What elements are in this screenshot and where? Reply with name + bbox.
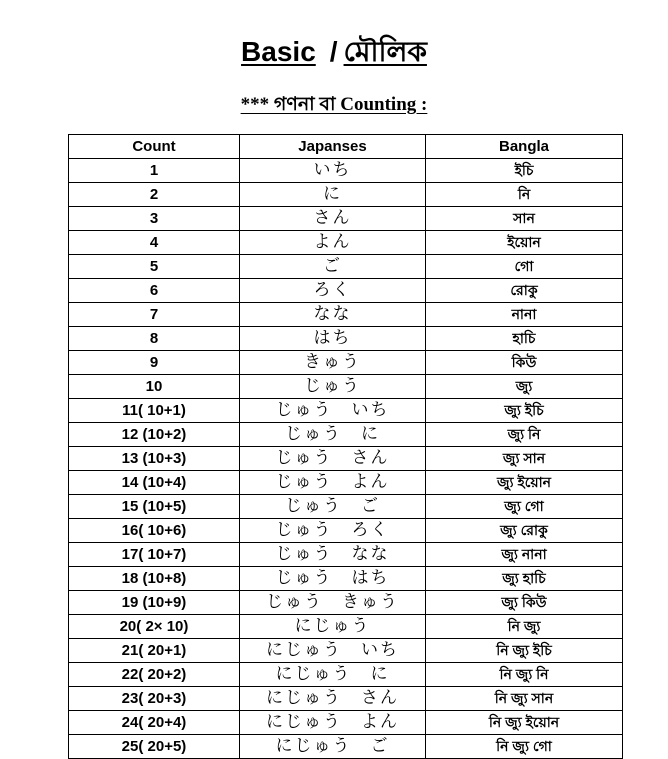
japanese-cell: よん: [240, 231, 426, 255]
table-row: [69, 351, 623, 375]
count-cell: 24( 20+4): [69, 711, 240, 735]
table-row: [69, 207, 623, 231]
bangla-cell: জ্যু: [426, 375, 623, 399]
bangla-cell: জ্যু ইচি: [426, 399, 623, 423]
count-cell: 22( 20+2): [69, 663, 240, 687]
japanese-cell: じゅう はち: [240, 567, 426, 591]
table-row: [69, 255, 623, 279]
bangla-cell: নি: [426, 183, 623, 207]
japanese-cell: じゅう よん: [240, 471, 426, 495]
japanese-cell: にじゅう: [240, 615, 426, 639]
count-cell: 4: [69, 231, 240, 255]
table-row: [69, 495, 623, 519]
title-separator: /: [329, 36, 338, 67]
count-cell: 14 (10+4): [69, 471, 240, 495]
bangla-cell: নি জ্যু গো: [426, 735, 623, 759]
count-cell: 5: [69, 255, 240, 279]
table-row: [69, 687, 623, 711]
table-row: [69, 375, 623, 399]
table-row: [69, 399, 623, 423]
section-heading: [0, 90, 668, 122]
table-row: [69, 615, 623, 639]
japanese-cell: じゅう: [240, 375, 426, 399]
japanese-cell: じゅう いち: [240, 399, 426, 423]
japanese-cell: にじゅう いち: [240, 639, 426, 663]
table-row: [69, 639, 623, 663]
bangla-cell: নি জ্যু ইচি: [426, 639, 623, 663]
count-cell: 6: [69, 279, 240, 303]
japanese-cell: にじゅう よん: [240, 711, 426, 735]
table-row: [69, 303, 623, 327]
bangla-cell: জ্যু কিউ: [426, 591, 623, 615]
japanese-cell: じゅう に: [240, 423, 426, 447]
japanese-cell: はち: [240, 327, 426, 351]
table-body: [69, 159, 623, 759]
bangla-cell: হাচি: [426, 327, 623, 351]
bangla-cell: নানা: [426, 303, 623, 327]
table-row: [69, 711, 623, 735]
section-heading-text: *** গণনা বা Counting :: [240, 94, 428, 115]
table-row: [69, 231, 623, 255]
table-row: [69, 471, 623, 495]
japanese-cell: いち: [240, 159, 426, 183]
count-cell: 13 (10+3): [69, 447, 240, 471]
bangla-cell: জ্যু নানা: [426, 543, 623, 567]
bangla-cell: জ্যু হাচি: [426, 567, 623, 591]
count-cell: 10: [69, 375, 240, 399]
bangla-cell: জ্যু ইয়োন: [426, 471, 623, 495]
count-cell: 18 (10+8): [69, 567, 240, 591]
japanese-cell: に: [240, 183, 426, 207]
count-cell: 25( 20+5): [69, 735, 240, 759]
japanese-cell: さん: [240, 207, 426, 231]
table-row: [69, 519, 623, 543]
table-row: [69, 567, 623, 591]
bangla-cell: নি জ্যু ইয়োন: [426, 711, 623, 735]
bangla-cell: সান: [426, 207, 623, 231]
count-cell: 1: [69, 159, 240, 183]
bangla-cell: কিউ: [426, 351, 623, 375]
count-cell: 8: [69, 327, 240, 351]
count-cell: 19 (10+9): [69, 591, 240, 615]
count-cell: 16( 10+6): [69, 519, 240, 543]
table-row: [69, 423, 623, 447]
japanese-cell: ご: [240, 255, 426, 279]
japanese-cell: なな: [240, 303, 426, 327]
page-title: [0, 30, 668, 77]
bangla-cell: জ্যু রোকু: [426, 519, 623, 543]
bangla-cell: নি জ্যু নি: [426, 663, 623, 687]
count-cell: 3: [69, 207, 240, 231]
count-cell: 20( 2× 10): [69, 615, 240, 639]
bangla-cell: নি জ্যু সান: [426, 687, 623, 711]
header-count: Count: [69, 135, 240, 159]
header-japanese: Japanses: [240, 135, 426, 159]
bangla-cell: রোকু: [426, 279, 623, 303]
count-cell: 7: [69, 303, 240, 327]
table-row: [69, 327, 623, 351]
counting-table: [68, 134, 623, 759]
count-cell: 23( 20+3): [69, 687, 240, 711]
count-cell: 12 (10+2): [69, 423, 240, 447]
japanese-cell: ろく: [240, 279, 426, 303]
count-cell: 21( 20+1): [69, 639, 240, 663]
count-cell: 9: [69, 351, 240, 375]
japanese-cell: にじゅう さん: [240, 687, 426, 711]
bangla-cell: জ্যু সান: [426, 447, 623, 471]
bangla-cell: জ্যু নি: [426, 423, 623, 447]
table-row: [69, 543, 623, 567]
table-row: [69, 735, 623, 759]
table-row: [69, 447, 623, 471]
bangla-cell: নি জ্যু: [426, 615, 623, 639]
count-cell: 2: [69, 183, 240, 207]
count-cell: 11( 10+1): [69, 399, 240, 423]
japanese-cell: じゅう ご: [240, 495, 426, 519]
bangla-cell: গো: [426, 255, 623, 279]
table-row: [69, 159, 623, 183]
japanese-cell: じゅう ろく: [240, 519, 426, 543]
table-header-row: [69, 135, 623, 159]
table-row: [69, 279, 623, 303]
japanese-cell: じゅう さん: [240, 447, 426, 471]
japanese-cell: にじゅう に: [240, 663, 426, 687]
bangla-cell: ইচি: [426, 159, 623, 183]
table-row: [69, 663, 623, 687]
title-bangla: মৌলিক: [343, 36, 427, 67]
count-cell: 15 (10+5): [69, 495, 240, 519]
japanese-cell: じゅう なな: [240, 543, 426, 567]
bangla-cell: ইয়োন: [426, 231, 623, 255]
japanese-cell: にじゅう ご: [240, 735, 426, 759]
count-cell: 17( 10+7): [69, 543, 240, 567]
title-english: Basic: [241, 36, 316, 67]
table-row: [69, 183, 623, 207]
japanese-cell: じゅう きゅう: [240, 591, 426, 615]
table-row: [69, 591, 623, 615]
header-bangla: Bangla: [426, 135, 623, 159]
japanese-cell: きゅう: [240, 351, 426, 375]
bangla-cell: জ্যু গো: [426, 495, 623, 519]
